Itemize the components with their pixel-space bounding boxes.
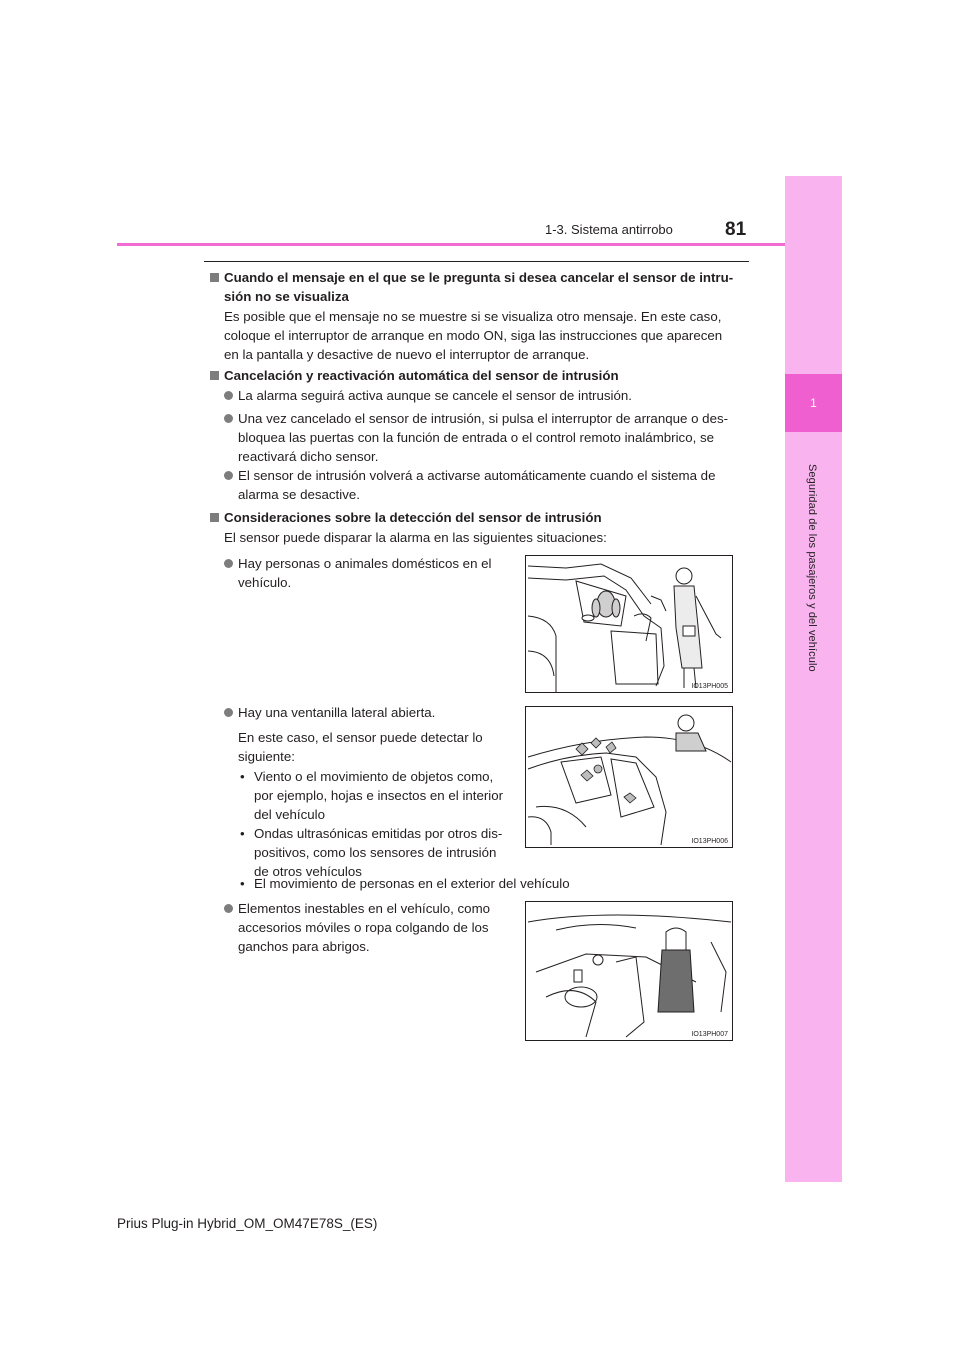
situation-item (224, 899, 516, 956)
page-number: 81 (725, 219, 747, 240)
bullet-item (224, 466, 754, 504)
body-line: siguiente: (238, 749, 295, 764)
bullet-text: Una vez cancelado el sensor de intrusión, si pulsa el interruptor de arranque o des- (238, 411, 729, 426)
section2-heading (210, 366, 619, 385)
bullet-text: accesorios móviles o ropa colgando de los (238, 920, 489, 935)
list-text: por ejemplo, hojas e insectos en el interior (254, 788, 504, 803)
bullet-text: ganchos para abrigos. (238, 939, 370, 954)
chapter-title-vertical (800, 440, 824, 696)
dot-marker: • (240, 769, 245, 784)
sub-list-last (240, 874, 570, 893)
section3-intro: El sensor puede disparar la alarma en las siguientes situaciones: (224, 530, 607, 545)
section3-heading (210, 508, 602, 527)
figure-code: IO13PH005 (691, 683, 728, 690)
figure-open-window (525, 706, 733, 848)
square-bullet-icon (210, 371, 219, 380)
list-text: positivos, como los sensores de intrusión (254, 845, 497, 860)
bullet-text: alarma se desactive. (238, 487, 360, 502)
content-rule (204, 261, 749, 262)
body-line: En este caso, el sensor puede detectar lo (238, 730, 483, 745)
bullet-text: La alarma seguirá activa aunque se cancele el sensor de intrusión. (238, 388, 632, 403)
open-window-illustration (526, 707, 732, 847)
list-text: El movimiento de personas en el exterior del vehículo (254, 876, 570, 891)
round-bullet-icon (224, 414, 233, 423)
car-with-dog-illustration (526, 556, 732, 692)
bullet-item (224, 409, 754, 466)
car-interior-illustration (526, 902, 732, 1040)
bullet-text: vehículo. (238, 575, 292, 590)
dot-marker: • (240, 826, 245, 841)
chapter-tab (785, 374, 842, 432)
bullet-item (224, 386, 754, 405)
square-bullet-icon (210, 273, 219, 282)
bullet-text: El sensor de intrusión volverá a activarse automáticamente cuando el sistema de (238, 468, 716, 483)
bullet-text: reactivará dicho sensor. (238, 449, 379, 464)
figure-pet-in-car (525, 555, 733, 693)
header-rule (117, 243, 785, 246)
chapter-number: 1 (810, 396, 817, 410)
round-bullet-icon (224, 904, 233, 913)
sub-list (240, 767, 520, 881)
situation-item (224, 554, 514, 592)
bullet-text: Hay una ventanilla lateral abierta. (238, 705, 436, 720)
round-bullet-icon (224, 471, 233, 480)
heading-text: Cancelación y reactivación automática del sensor de intrusión (224, 368, 619, 383)
section1-body (224, 307, 754, 364)
list-text: de otros vehículos (254, 864, 362, 879)
bullet-text: bloquea las puertas con la función de entrada o el control remoto inalámbrico, se (238, 430, 715, 445)
figure-code: IO13PH007 (691, 1031, 728, 1038)
heading-text: sión no se visualiza (224, 289, 349, 304)
body-line: coloque el interruptor de arranque en modo ON, siga las instrucciones que aparecen (224, 328, 723, 343)
section-title: 1-3. Sistema antirrobo (545, 222, 673, 237)
bullet-text: Elementos inestables en el vehículo, como (238, 901, 491, 916)
round-bullet-icon (224, 559, 233, 568)
list-text: del vehículo (254, 807, 325, 822)
round-bullet-icon (224, 708, 233, 717)
list-text: Viento o el movimiento de objetos como, (254, 769, 494, 784)
situation-item (224, 703, 514, 722)
round-bullet-icon (224, 391, 233, 400)
heading-text: Consideraciones sobre la detección del sensor de intrusión (224, 510, 602, 525)
section1-heading (210, 268, 755, 306)
bullet-text: Hay personas o animales domésticos en el (238, 556, 492, 571)
square-bullet-icon (210, 513, 219, 522)
chapter-title: Seguridad de los pasajeros y del vehículo (806, 464, 818, 672)
dot-marker: • (240, 876, 245, 891)
list-text: Ondas ultrasónicas emitidas por otros dis- (254, 826, 503, 841)
body-line: Es posible que el mensaje no se muestre si se visualiza otro mensaje. En este caso, (224, 309, 722, 324)
figure-code: IO13PH006 (691, 838, 728, 845)
footer-document-code: Prius Plug-in Hybrid_OM_OM47E78S_(ES) (117, 1216, 378, 1231)
situation2-explanation (238, 728, 516, 766)
body-line: en la pantalla y desactive de nuevo el interruptor de arranque. (224, 347, 590, 362)
figure-hanging-items (525, 901, 733, 1041)
heading-text: Cuando el mensaje en el que se le pregunta si desea cancelar el sensor de intru- (224, 270, 734, 285)
